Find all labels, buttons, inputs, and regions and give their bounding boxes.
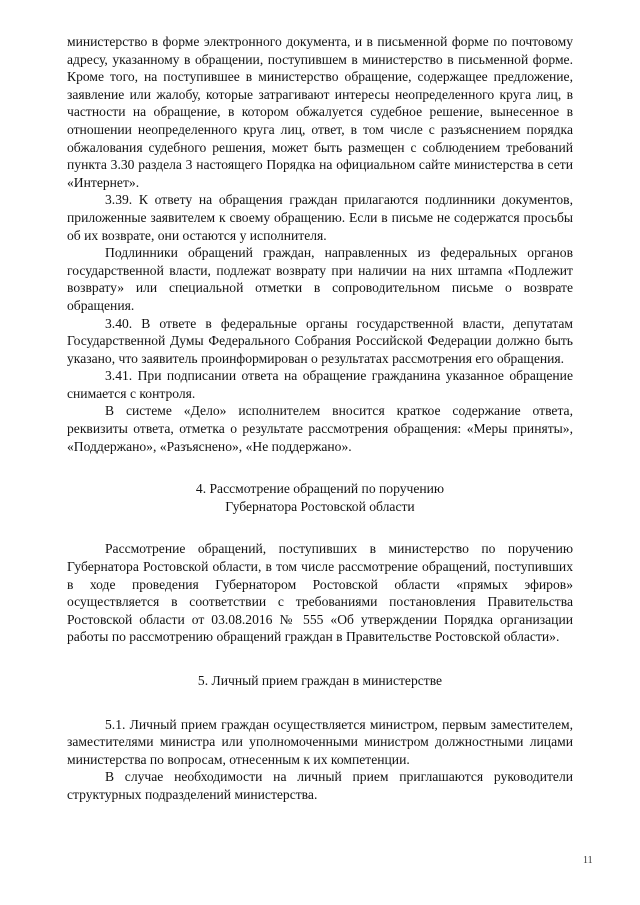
paragraph-5-1-heads: В случае необходимости на личный прием приглашаются руководители структурных подразделений министерства. bbox=[67, 769, 573, 802]
section-5-heading: 5. Личный прием граждан в министерстве bbox=[197, 673, 443, 688]
paragraph-3-41: 3.41. При подписании ответа на обращение гражданина указанное обращение снимается с контроля. bbox=[67, 368, 573, 401]
paragraph-4-governor: Рассмотрение обращений, поступивших в министерство по поручению Губернатора Ростовской области, в том числе рассмотрение обращений, поступивших в ходе проведения Губернатором Ростовской области «прямых эфиров» осуществляется в соответствии с требованиями постановления Правительства Ростовской области от 03.08.2016 № 555 «Об утверждении Порядка организации работы по рассмотрению обращений граждан в Правительстве Ростовской области». bbox=[67, 541, 573, 645]
paragraph-3-41-delo: В системе «Дело» исполнителем вносится краткое содержание ответа, реквизиты ответа, отметка о результате рассмотрения обращения: «Меры приняты», «Поддержано», «Разъяснено», «Не поддержано». bbox=[67, 403, 573, 454]
paragraph-3-40: 3.40. В ответе в федеральные органы государственной власти, депутатам Государственной Думы Федерального Собрания Российской Федерации должно быть указано, что заявитель проинформирован о результатах рассмотрения его обращения. bbox=[67, 315, 573, 366]
document-page bbox=[67, 33, 573, 804]
paragraph-3-39-originals: Подлинники обращений граждан, направленных из федеральных органов государственной власти, подлежат возврату при наличии на них штампа «Подлежит возврату» или специальной отметки в сопроводительном письме о возврате обращения. bbox=[67, 245, 573, 313]
paragraph-5-1: 5.1. Личный прием граждан осуществляется министром, первым заместителем, заместителями министра или уполномоченными министром должностными лицами министерства по вопросам, отнесенным к их компетенции. bbox=[67, 716, 573, 767]
paragraph-3-39: 3.39. К ответу на обращения граждан прилагаются подлинники документов, приложенные заявителем к своему обращению. Если в письме не содержатся просьбы об их возврате, они остаются у исполнителя. bbox=[67, 192, 573, 243]
section-4-heading-line-1: 4. Рассмотрение обращений по поручению bbox=[195, 481, 445, 497]
section-4-heading-line-2: Губернатора Ростовской области bbox=[225, 498, 415, 514]
page-number: 11 bbox=[583, 855, 593, 866]
section-4-heading bbox=[67, 480, 573, 515]
paragraph-continuation: министерство в форме электронного документа, и в письменной форме по почтовому адресу, указанному в обращении, поступившем в министерство в письменной форме. Кроме того, на поступившее в министерство обращение, содержащее предложение, заявление или жалобу, которые затрагивают интересы неопределенного круга лиц, в частности на обращение, в котором обжалуется судебное решение, вынесенное в отношении неопределенного круга лиц, ответ, в том числе с разъяснением порядка обжалования судебного решения, может быть размещен с соблюдением требований пункта 3.30 раздела 3 настоящего Порядка на официальном сайте министерства в сети «Интернет». bbox=[67, 34, 573, 190]
